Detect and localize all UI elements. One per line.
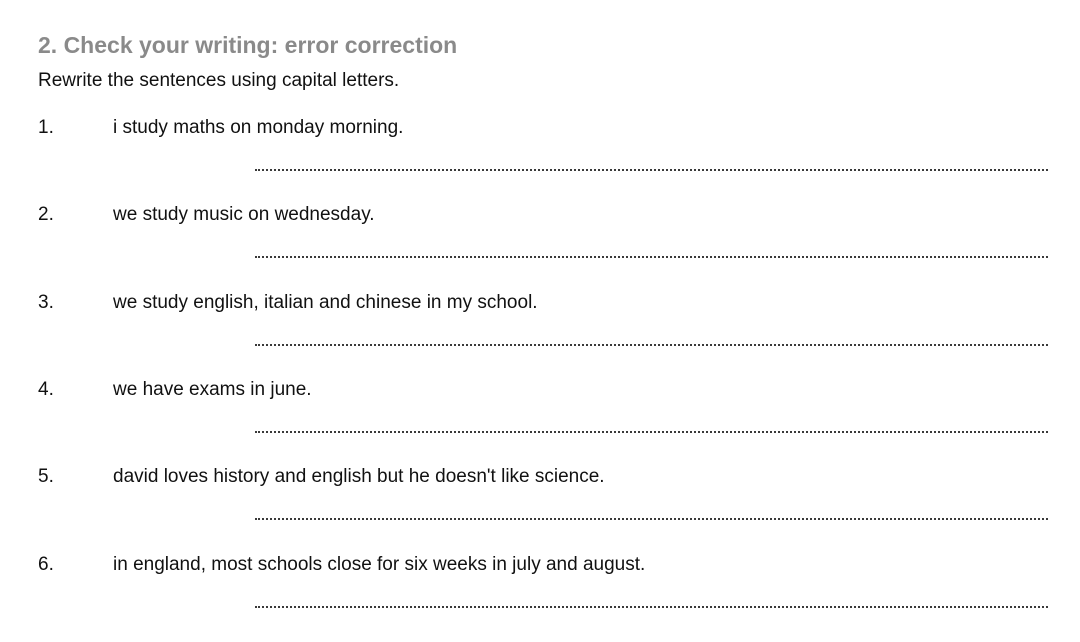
exercise-item	[0, 379, 1080, 466]
answer-line[interactable]	[255, 256, 1048, 258]
item-sentence: i study maths on monday morning.	[113, 117, 404, 138]
item-sentence: we have exams in june.	[113, 379, 312, 400]
item-sentence: in england, most schools close for six weeks in july and august.	[113, 554, 646, 575]
item-sentence: we study english, italian and chinese in my school.	[113, 292, 538, 313]
item-number: 2.	[38, 204, 54, 225]
exercise-item	[0, 117, 1080, 204]
exercise-item	[0, 204, 1080, 291]
exercise-item	[0, 292, 1080, 379]
answer-line[interactable]	[255, 344, 1048, 346]
item-number: 3.	[38, 292, 54, 313]
exercise-instruction: Rewrite the sentences using capital letters.	[38, 70, 400, 91]
item-sentence: david loves history and english but he doesn't like science.	[113, 466, 605, 487]
answer-line[interactable]	[255, 169, 1048, 171]
exercise-item	[0, 554, 1080, 641]
answer-line[interactable]	[255, 606, 1048, 608]
exercise-item	[0, 466, 1080, 553]
answer-line[interactable]	[255, 518, 1048, 520]
item-number: 1.	[38, 117, 54, 138]
item-sentence: we study music on wednesday.	[113, 204, 375, 225]
item-number: 4.	[38, 379, 54, 400]
exercise-title: 2. Check your writing: error correction	[38, 32, 458, 58]
item-number: 6.	[38, 554, 54, 575]
item-number: 5.	[38, 466, 54, 487]
answer-line[interactable]	[255, 431, 1048, 433]
